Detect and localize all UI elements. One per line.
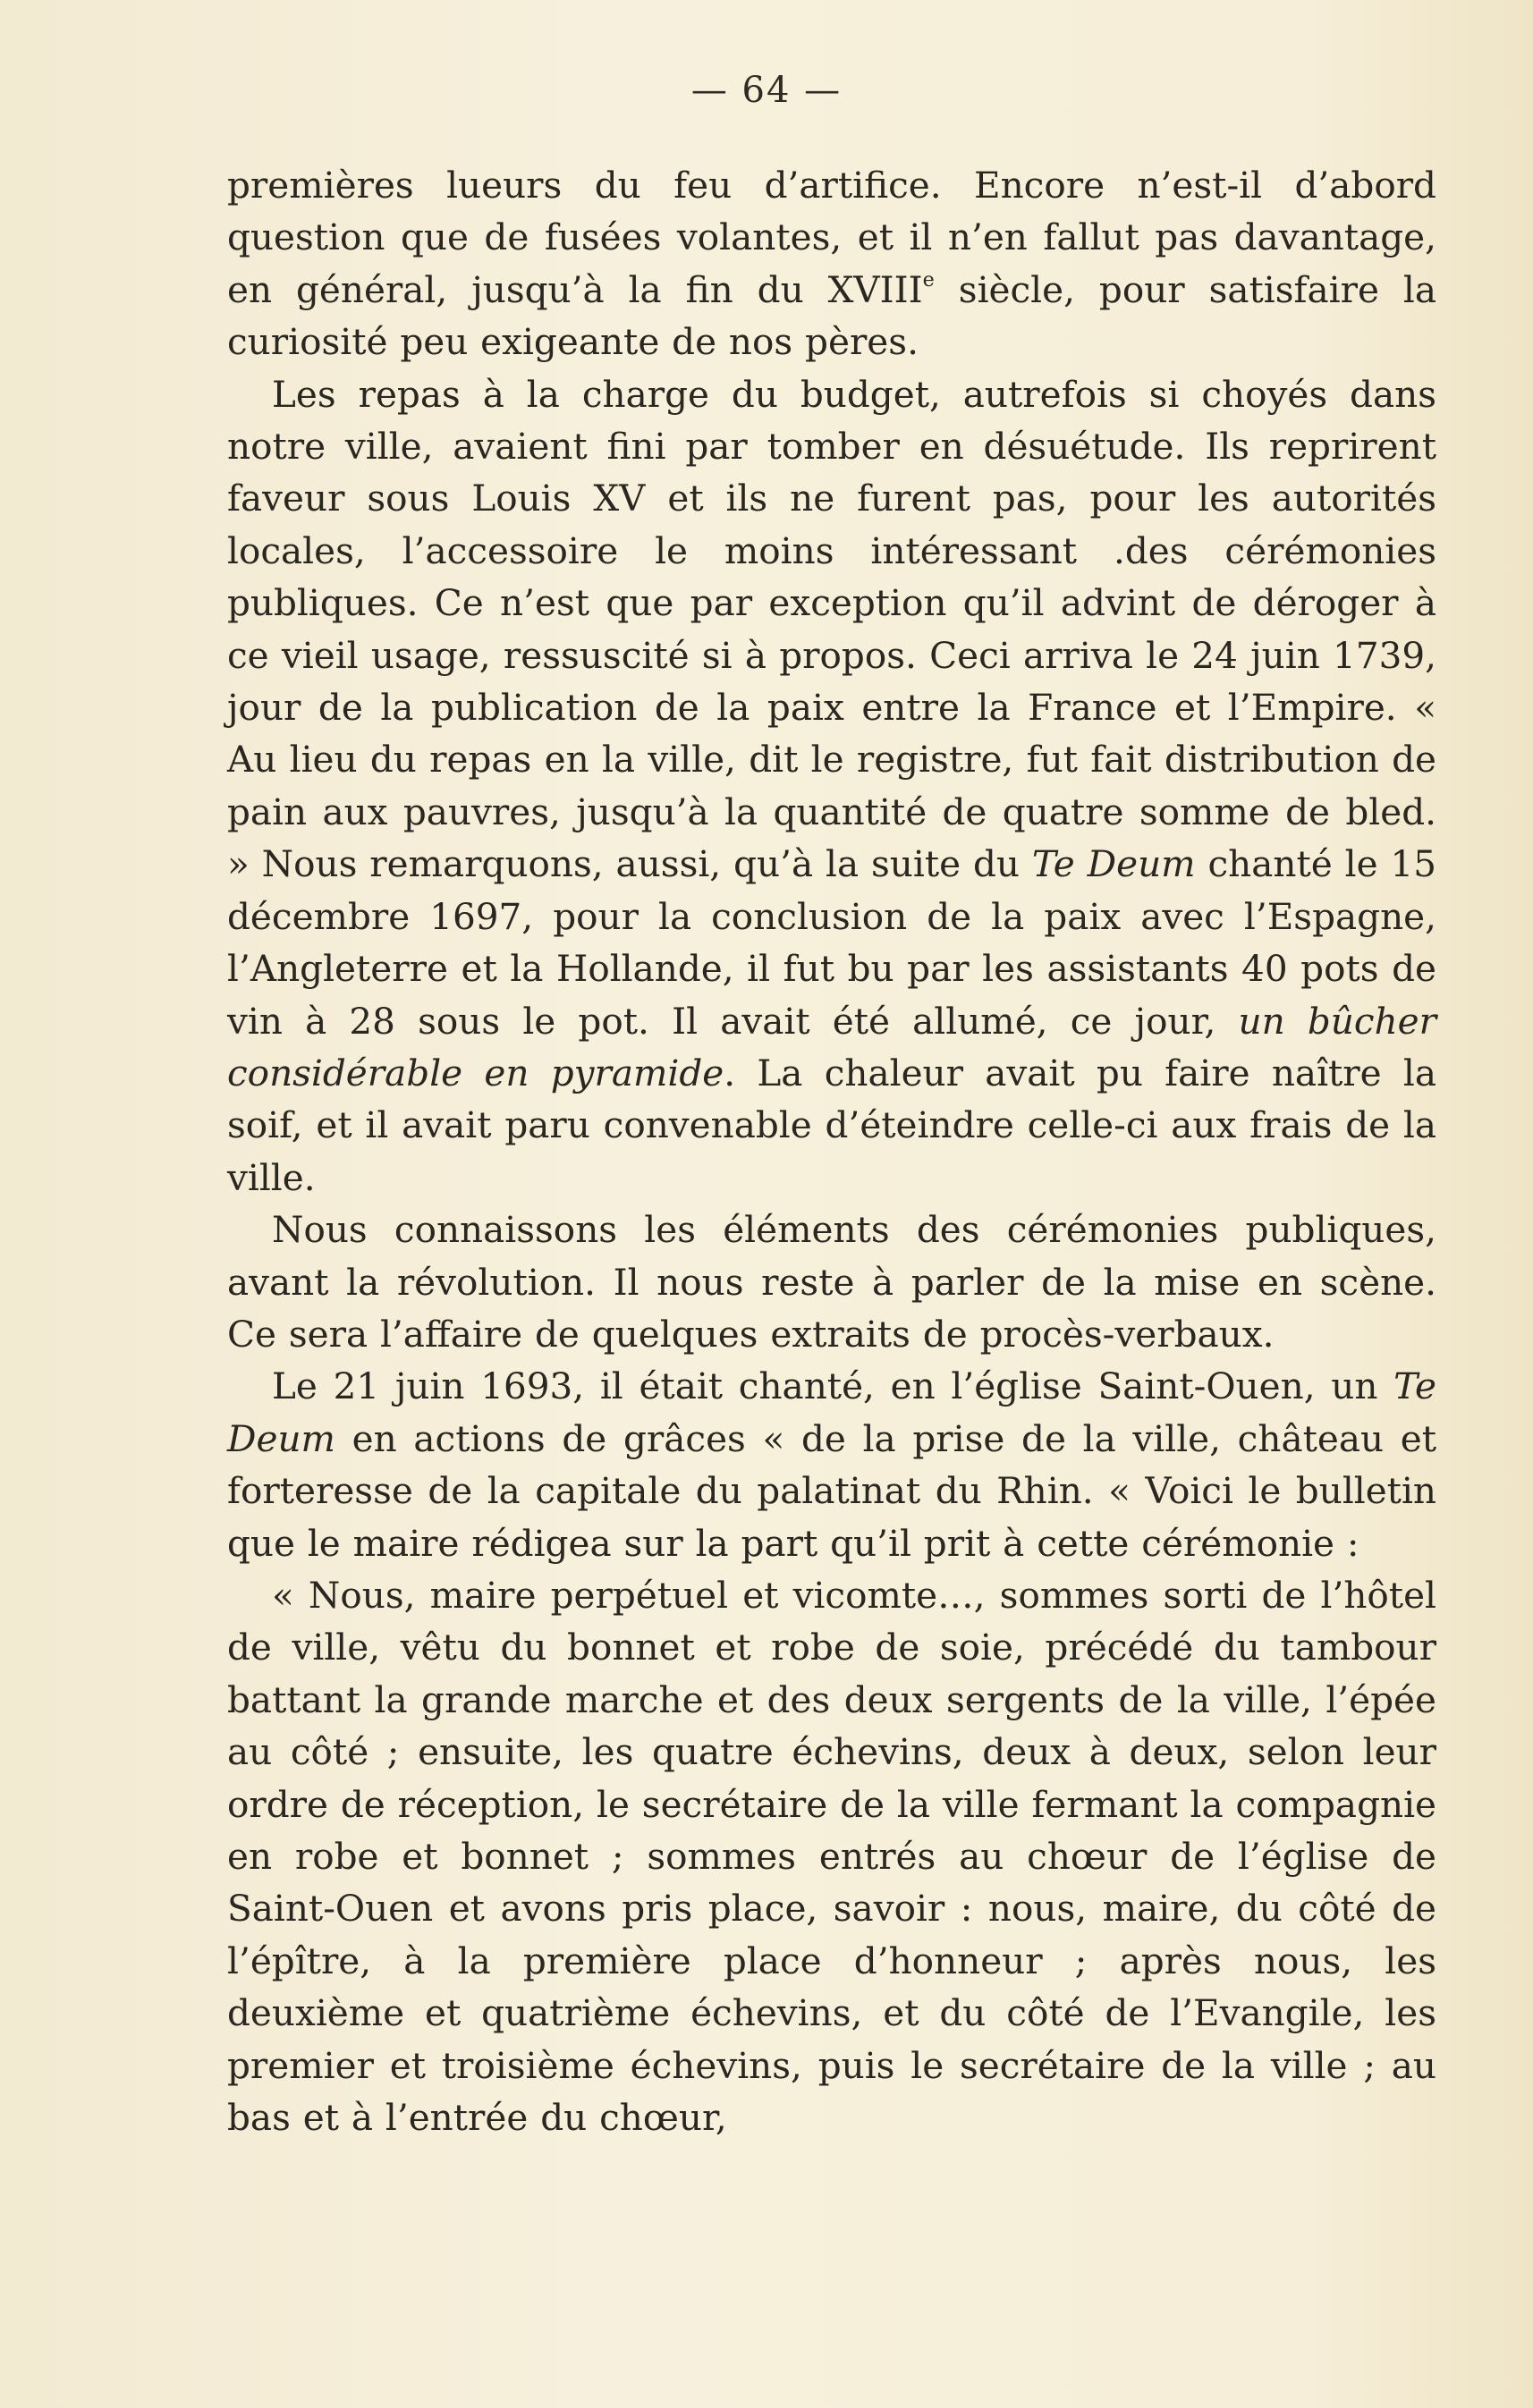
superscript: e: [922, 268, 935, 291]
text-segment: chanté le 15 décembre 1697, pour la conclusion de la paix avec l’Espagne, l’Angleterre et la Hollande, il fut bu par les assistants 40 pots de vin à 28 sous le pot. Il avait été allumé, ce jour,: [227, 842, 1436, 1043]
text-segment: Le 21 juin 1693, il était chanté, en l’église Saint-Ouen, un: [272, 1365, 1394, 1408]
paragraph: [227, 368, 1436, 1204]
paragraph: [227, 1360, 1436, 1569]
text-segment: premières lueurs du feu d’artifice. Encore n’est-il d’abord question que de fusées volantes, et il n’en fallut pas davantage, en général, jusqu’à la fin du XVIII: [227, 164, 1436, 311]
paragraph: [227, 159, 1436, 368]
text-segment: siècle, pour satisfaire la curiosité peu exigeante de nos pères.: [227, 267, 1436, 364]
text-segment: Les repas à la charge du budget, autrefois si choyés dans notre ville, avaient fini par tomber en désuétude. Ils reprirent faveur sous Louis XV et ils ne furent pas, pour les autorités locales, l’accessoire le moins intéressant .des cérémonies publiques. Ce n’est que par exception qu’il advint de déroger à ce vieil usage, ressuscité si à propos. Ceci arriva le 24 juin 1739, jour de la publication de la paix entre la France et l’Empire. « Au lieu du repas en la ville, dit le registre, fut fait distribution de pain aux pauvres, jusqu’à la quantité de quatre somme de bled. » Nous remarquons, aussi, qu’à la suite du: [227, 372, 1436, 886]
text-segment: Nous connaissons les éléments des cérémonies publiques, avant la révolution. Il nous reste à parler de la mise en scène. Ce sera l’affaire de quelques extraits de procès-verbaux.: [227, 1208, 1436, 1356]
page-number: — 64 —: [690, 70, 843, 111]
text-segment: en actions de grâces « de la prise de la ville, château et forteresse de la capitale du palatinat du Rhin. « Voici le bulletin que le maire rédigea sur la part qu’il prit à cette cérémonie :: [227, 1416, 1436, 1565]
paragraph: [227, 1569, 1436, 2143]
italic-text: Te Deum: [227, 1365, 1436, 1460]
text-segment: « Nous, maire perpétuel et vicomte…, sommes sorti de l’hôtel de ville, vêtu du bonnet et robe de soie, précédé du tambour battant la grande marche et des deux sergents de la ville, l’épée au côté ; ensuite, les quatre échevins, deux à deux, selon leur ordre de réception, le secrétaire de la ville fermant la compagnie en robe et bonnet ; sommes entrés au chœur de l’église de Saint-Ouen et avons pris place, savoir : nous, maire, du côté de l’épître, à la première place d’honneur ; après nous, les deuxième et quatrième échevins, et du côté de l’Evangile, les premier et troisième échevins, puis le secrétaire de la ville ; au bas et à l’entrée du chœur,: [227, 1573, 1436, 2140]
text-segment: . La chaleur avait pu faire naître la soif, et il avait paru convenable d’éteindre celle-ci aux frais de la ville.: [227, 1051, 1436, 1199]
italic-text: un bûcher considérable en pyramide: [227, 999, 1436, 1094]
paragraph: [227, 1204, 1436, 1360]
body-text: [227, 159, 1436, 2143]
italic-text: Te Deum: [1031, 842, 1196, 886]
